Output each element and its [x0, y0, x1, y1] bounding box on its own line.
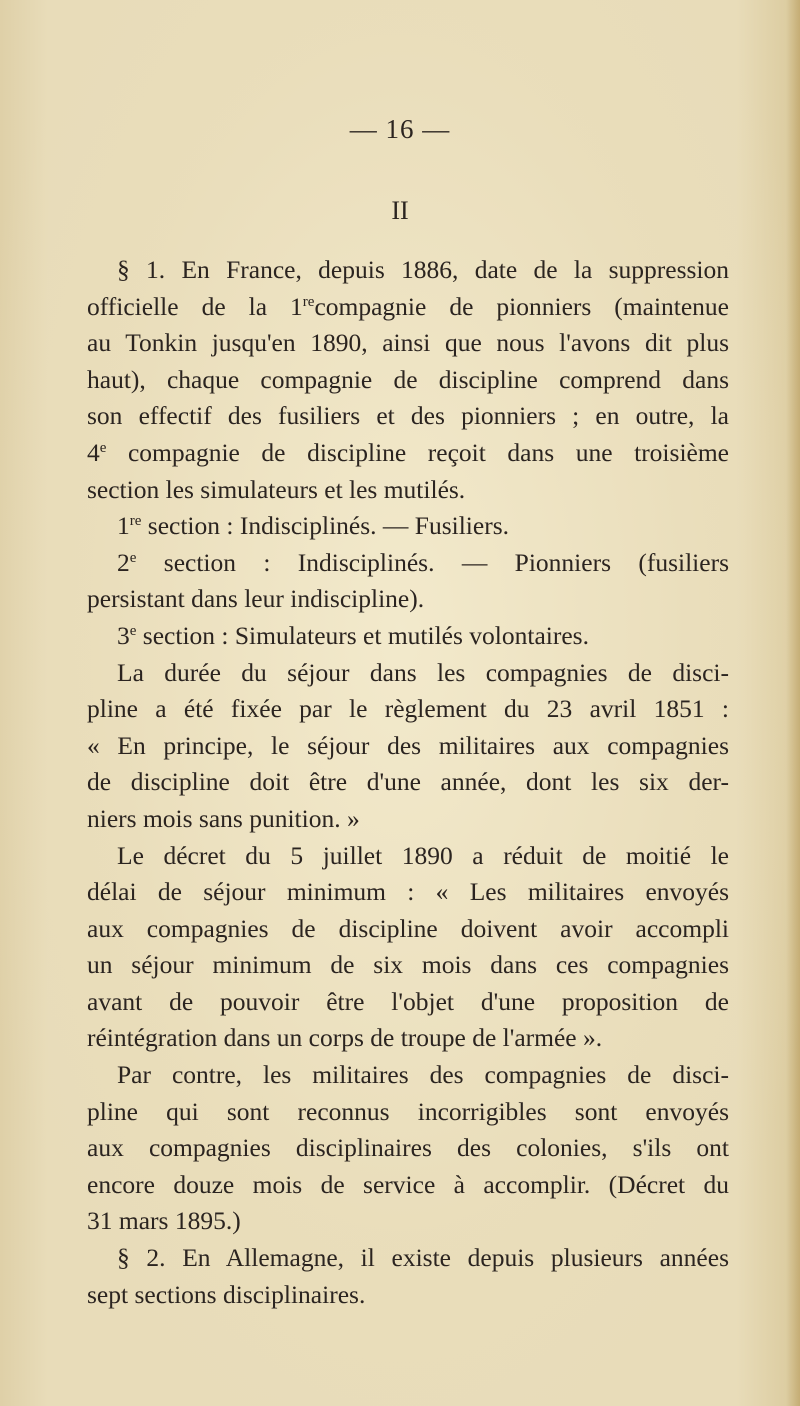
- section-heading: II: [391, 196, 409, 225]
- text-line: pline qui sont reconnus incorrigibles sont envoyés: [87, 1096, 729, 1126]
- ordinal-superscript: re: [129, 513, 142, 530]
- text-line: 31 mars 1895.): [87, 1206, 241, 1236]
- text-line: § 1. En France, depuis 1886, date de la suppression: [117, 255, 729, 284]
- text-line: Par contre, les militaires des compagnies de disci-: [117, 1060, 729, 1090]
- text-line: 1re section : Indisciplinés. — Fusiliers.: [117, 511, 510, 541]
- text-line: Le décret du 5 juillet 1890 a réduit de moitié le: [117, 840, 729, 870]
- text-line: réintégration dans un corps de troupe de l'armée ».: [87, 1023, 603, 1053]
- text-line: un séjour minimum de six mois dans ces compagnies: [87, 950, 729, 980]
- text-line: 2e section : Indisciplinés. — Pionniers (fusiliers: [117, 547, 729, 577]
- text-line: pline a été fixée par le règlement du 23 avril 1851 :: [87, 694, 729, 724]
- text-line: 3e section : Simulateurs et mutilés volontaires.: [117, 620, 589, 650]
- ordinal-superscript: e: [129, 549, 137, 566]
- text-line: encore douze mois de service à accomplir. (Décret du: [87, 1169, 729, 1199]
- text-line: avant de pouvoir être l'objet d'une proposition de: [87, 986, 729, 1016]
- ordinal-superscript: re: [302, 293, 315, 310]
- text-line: haut), chaque compagnie de discipline comprend dans: [87, 364, 729, 394]
- body-text: [87, 252, 729, 1313]
- text-line: § 2. En Allemagne, il existe depuis plusieurs années: [117, 1243, 729, 1273]
- text-line: aux compagnies de discipline doivent avoir accompli: [87, 913, 729, 943]
- text-line: officielle de la 1recompagnie de pionniers (maintenue: [87, 291, 729, 321]
- text-line: de discipline doit être d'une année, dont les six der-: [87, 767, 729, 797]
- text-line: persistant dans leur indiscipline).: [87, 584, 425, 614]
- page-number: — 16 —: [349, 114, 451, 144]
- text-line: niers mois sans punition. »: [87, 803, 360, 833]
- text-line: « En principe, le séjour des militaires aux compagnies: [87, 730, 729, 760]
- ordinal-superscript: e: [129, 622, 137, 639]
- text-line: sept sections disciplinaires.: [87, 1279, 366, 1309]
- ordinal-superscript: e: [99, 439, 107, 456]
- text-line: section les simulateurs et les mutilés.: [87, 474, 466, 504]
- text-line: au Tonkin jusqu'en 1890, ainsi que nous l'avons dit plus: [87, 328, 729, 358]
- text-line: délai de séjour minimum : « Les militaires envoyés: [87, 877, 729, 907]
- text-line: 4e compagnie de discipline reçoit dans une troisième: [87, 437, 729, 467]
- text-line: aux compagnies disciplinaires des colonies, s'ils ont: [87, 1133, 729, 1163]
- text-line: son effectif des fusiliers et des pionniers ; en outre, la: [87, 401, 729, 431]
- text-line: La durée du séjour dans les compagnies de disci-: [117, 657, 729, 687]
